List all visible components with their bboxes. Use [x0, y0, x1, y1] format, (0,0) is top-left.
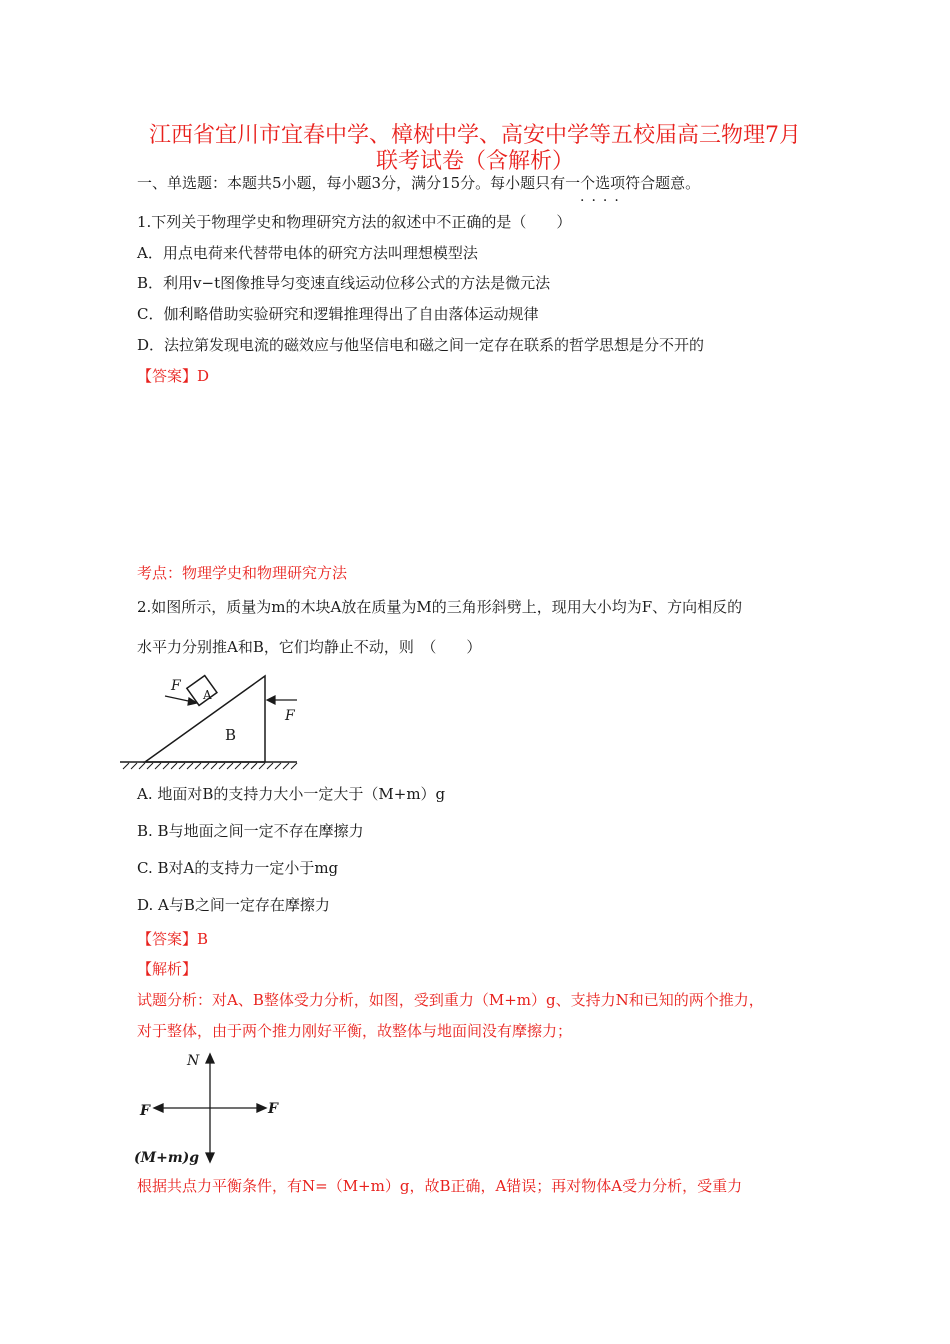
analysis-line-3: 根据共点力平衡条件，有N=（M+m）g，故B正确，A错误；再对物体A受力分析，受重力: [137, 1177, 743, 1195]
label-b: B: [225, 726, 237, 744]
arrow-f-right-head: [257, 1104, 266, 1112]
incline-figure: [115, 668, 305, 778]
question-2-option-b: B. B与地面之间一定不存在摩擦力: [137, 822, 364, 840]
document-title-line-1: 江西省宜川市宜春中学、樟树中学、高安中学等五校届高三物理7月: [149, 123, 801, 148]
label-a: A: [203, 688, 212, 702]
document-title-line-2: 联考试卷（含解析）: [375, 149, 574, 174]
label-f-left-force: F: [140, 1103, 150, 1119]
question-1-stem: 1.下列关于物理学史和物理研究方法的叙述中不正确的是（ ）: [137, 213, 572, 231]
label-f-right-force: F: [268, 1101, 278, 1117]
analysis-line-1: 试题分析：对A、B整体受力分析，如图，受到重力（M+m）g、支持力N和已知的两个推力，: [137, 991, 764, 1009]
question-1-option-c: C．伽利略借助实验研究和逻辑推理得出了自由落体运动规律: [137, 305, 539, 323]
question-2-stem-line-1: 2.如图所示，质量为m的木块A放在质量为M的三角形斜劈上，现用大小均为F、方向相反的: [137, 598, 743, 616]
question-1-option-a: A．用点电荷来代替带电体的研究方法叫理想模型法: [137, 244, 478, 262]
label-f-left: F: [171, 678, 181, 694]
force-diagram: [130, 1045, 300, 1167]
question-2-answer: 【答案】B: [137, 930, 209, 948]
arrow-f-left-head: [154, 1104, 163, 1112]
emphasis-dots: ····: [580, 193, 626, 209]
section-header: 一、单选题：本题共5小题，每小题3分，满分15分。每小题只有一个选项符合题意。: [137, 174, 701, 192]
question-1-kaodian: 考点：物理学史和物理研究方法: [137, 564, 348, 582]
ground-hatching: [120, 762, 297, 769]
analysis-header: 【解析】: [137, 960, 198, 978]
arrow-f-right: [267, 696, 297, 704]
question-2-option-c: C. B对A的支持力一定小于mg: [137, 859, 339, 877]
label-f-right: F: [285, 708, 295, 724]
question-2-option-a: A. 地面对B的支持力大小一定大于（M+m）g: [137, 785, 446, 803]
arrow-n-head: [206, 1054, 214, 1063]
question-1-option-b: B．利用v−t图像推导匀变速直线运动位移公式的方法是微元法: [137, 274, 551, 292]
question-2-option-d: D. A与B之间一定存在摩擦力: [137, 896, 330, 914]
label-n: N: [187, 1053, 200, 1069]
arrow-f-left: [165, 696, 197, 705]
label-gravity: (M+m)g: [134, 1150, 200, 1166]
analysis-line-2: 对于整体，由于两个推力刚好平衡，故整体与地面间没有摩擦力；: [137, 1022, 573, 1040]
question-1-option-d: D．法拉第发现电流的磁效应与他坚信电和磁之间一定存在联系的哲学思想是分不开的: [137, 336, 705, 354]
arrow-gravity-head: [206, 1153, 214, 1162]
question-2-stem-line-2: 水平力分别推A和B，它们均静止不动，则 （ ）: [137, 638, 482, 656]
question-1-answer: 【答案】D: [137, 367, 210, 385]
